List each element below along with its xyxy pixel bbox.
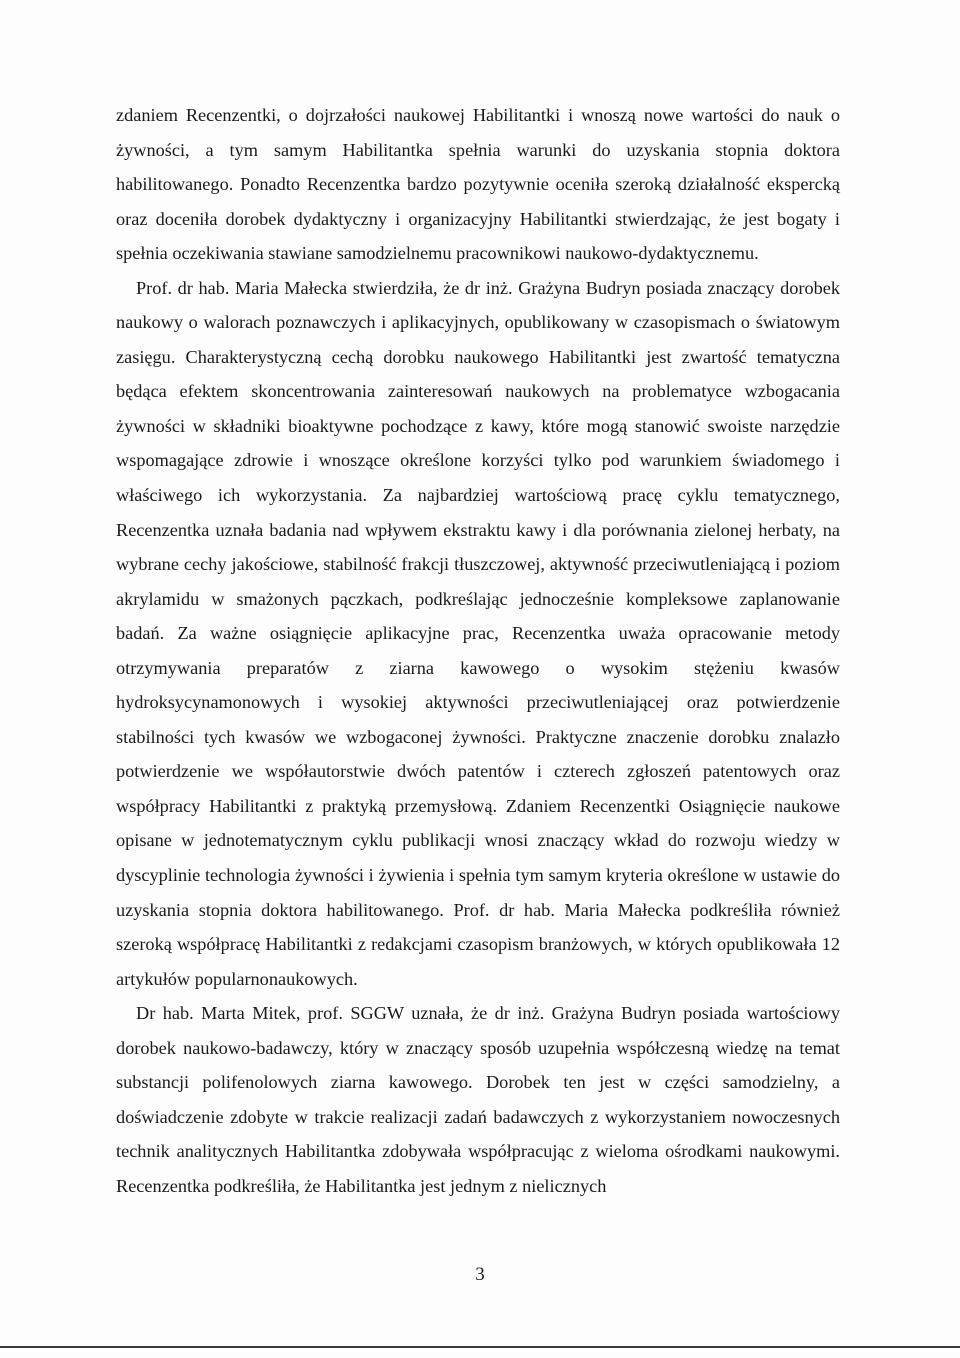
paragraph-3: Dr hab. Marta Mitek, prof. SGGW uznała, że dr inż. Grażyna Budryn posiada wartościowy dorobek naukowo-badawczy, który w znaczący sposób uzupełnia współczesną wiedzę na temat substancji polifenolowych ziarna kawowego. Dorobek ten jest w części samodzielny, a doświadczenie zdobyte w trakcie realizacji zadań badawczych z wykorzystaniem nowoczesnych technik analitycznych Habilitantka zdobywała współpracując z wieloma ośrodkami naukowymi. Recenzentka podkreśliła, że Habilitantka jest jednym z nielicznych <box>116 1003 840 1196</box>
paragraph-1: zdaniem Recenzentki, o dojrzałości naukowej Habilitantki i wnoszą nowe wartości do nauk o żywności, a tym samym Habilitantka spełnia warunki do uzyskania stopnia doktora habilitowanego. Ponadto Recenzentka bardzo pozytywnie oceniła szeroką działalność ekspercką oraz doceniła dorobek dydaktyczny i organizacyjny Habilitantki stwierdzając, że jest bogaty i spełnia oczekiwania stawiane samodzielnemu pracownikowi naukowo-dydaktycznemu. <box>116 105 840 264</box>
paragraph-2: Prof. dr hab. Maria Małecka stwierdziła, że dr inż. Grażyna Budryn posiada znaczący dorobek naukowy o walorach poznawczych i aplikacyjnych, opublikowany w czasopismach o światowym zasięgu. Charakterystyczną cechą dorobku naukowego Habilitantki jest zwartość tematyczna będąca efektem skoncentrowania zainteresowań naukowych na problematyce wzbogacania żywności w składniki bioaktywne pochodzące z kawy, które mogą stanowić swoiste narzędzie wspomagające zdrowie i wnoszące określone korzyści tylko pod warunkiem świadomego i właściwego ich wykorzystania. Za najbardziej wartościową pracę cyklu tematycznego, Recenzentka uznała badania nad wpływem ekstraktu kawy i dla porównania zielonej herbaty, na wybrane cechy jakościowe, stabilność frakcji tłuszczowej, aktywność przeciwutleniającą i poziom akrylamidu w smażonych pączkach, podkreślając jednocześnie kompleksowe zaplanowanie badań. Za ważne osiągnięcie aplikacyjne prac, Recenzentka uważa opracowanie metody otrzymywania preparatów z ziarna kawowego o wysokim stężeniu kwasów hydroksycynamonowych i wysokiej aktywności przeciwutleniającej oraz potwierdzenie stabilności tych kwasów we wzbogaconej żywności. Praktyczne znaczenie dorobku znalazło potwierdzenie we współautorstwie dwóch patentów i czterech zgłoszeń patentowych oraz współpracy Habilitantki z praktyką przemysłową. Zdaniem Recenzentki Osiągnięcie naukowe opisane w jednotematycznym cyklu publikacji wnosi znaczący wkład do rozwoju wiedzy w dyscyplinie technologia żywności i żywienia i spełnia tym samym kryteria określone w ustawie do uzyskania stopnia doktora habilitowanego. Prof. dr hab. Maria Małecka podkreśliła również szeroką współpracę Habilitantki z redakcjami czasopism branżowych, w których opublikowała 12 artykułów popularnonaukowych. <box>116 277 840 989</box>
page-number: 3 <box>475 1264 485 1285</box>
body-text <box>116 98 840 1204</box>
scan-edge-line <box>0 1346 960 1348</box>
